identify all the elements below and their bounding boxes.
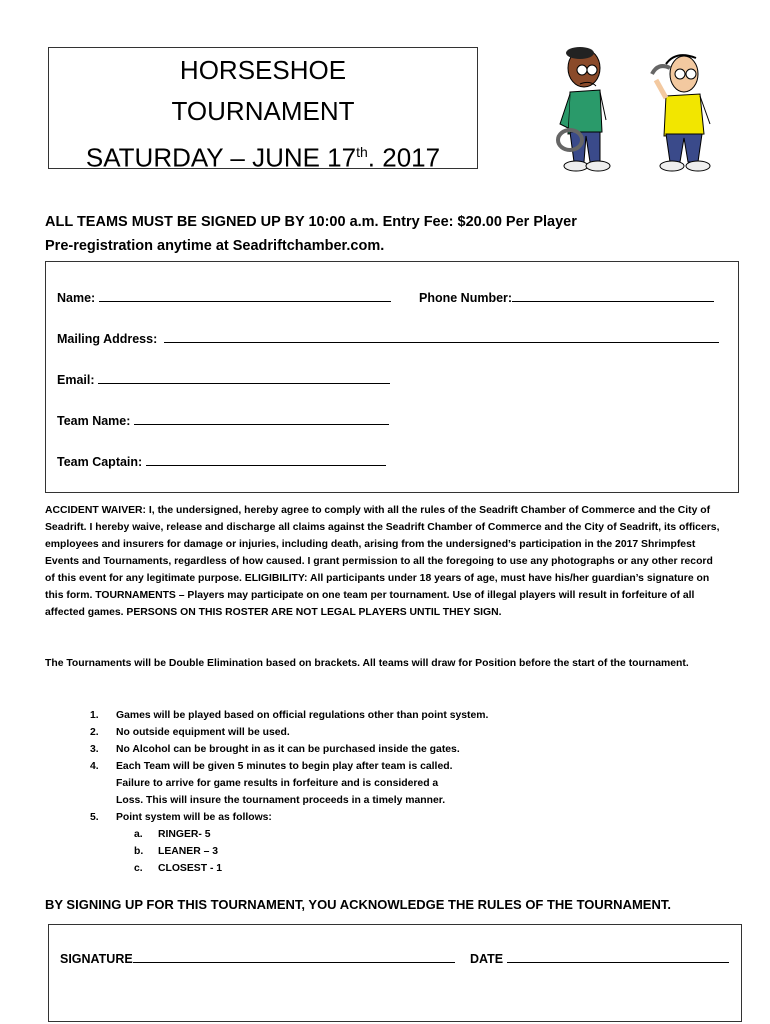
preregistration-note: Pre-registration anytime at Seadriftchamber.com. xyxy=(45,238,385,254)
rule-item: 5. Point system will be as follows: xyxy=(90,812,272,823)
rule-item-continuation: Failure to arrive for game results in forfeiture and is considered a xyxy=(116,778,439,789)
name-field[interactable]: Name: xyxy=(57,289,391,305)
horseshoe-players-illustration xyxy=(546,44,726,174)
title-line-1: HORSESHOE xyxy=(179,55,347,85)
title-line-3: SATURDAY – JUNE 17th. 2017 xyxy=(85,142,441,173)
signature-box xyxy=(48,924,742,1022)
signup-deadline: ALL TEAMS MUST BE SIGNED UP BY 10:00 a.m. Entry Fee: $20.00 Per Player xyxy=(45,214,577,230)
phone-field[interactable]: Phone Number: xyxy=(419,289,714,305)
rules-list xyxy=(90,707,488,877)
entry-form xyxy=(45,261,739,493)
point-system-list xyxy=(108,826,488,877)
signature-field[interactable]: SIGNATURE xyxy=(60,950,455,966)
point-item: c. CLOSEST - 1 xyxy=(134,863,223,874)
rule-item: 1. Games will be played based on official regulations other than point system. xyxy=(90,710,489,721)
point-item: b. LEANER – 3 xyxy=(134,846,219,857)
title-line-2: TOURNAMENT xyxy=(171,96,355,126)
tournament-format: The Tournaments will be Double Elimination based on brackets. All teams will draw for Position before the start of the tournament. xyxy=(45,658,689,669)
player-left-figure xyxy=(558,47,610,171)
date-field[interactable]: DATE xyxy=(470,950,729,966)
rule-item-continuation: Loss. This will insure the tournament proceeds in a timely manner. xyxy=(116,795,446,806)
title-box xyxy=(48,47,478,173)
rule-item: 4. Each Team will be given 5 minutes to begin play after team is called. xyxy=(90,761,453,772)
team-captain-field[interactable]: Team Captain: xyxy=(57,453,386,469)
player-right-figure xyxy=(652,55,710,171)
email-field[interactable]: Email: xyxy=(57,371,390,387)
team-name-field[interactable]: Team Name: xyxy=(57,412,389,428)
rule-item: 2. No outside equipment will be used. xyxy=(90,727,290,738)
accident-waiver: ACCIDENT WAIVER: I, the undersigned, hereby agree to comply with all the rules of the Seadrift Chamber of Commerce and the City of Seadrift. I hereby waive, release and discharge all claims against the Seadrift Chamber of Commerce and the City of Seadrift, its officers, employees and insurers for damage or injuries, including death, arising from the undersigned’s participation in the 2017 Shrimpfest Events and Tournaments, regardless of how caused. I grant permission to all the foregoing to use any photographs or any other record of this event for any legitimate purpose. ELIGIBILITY: All participants under 18 years of age, must have his/her guardian’s signature on this form. TOURNAMENTS – Players may participate on one team per tournament. Use of illegal players will result in forfeiture of all affected games. PERSONS ON THIS ROSTER ARE NOT LEGAL PLAYERS UNTIL THEY SIGN. xyxy=(45,505,720,618)
point-item: a. RINGER- 5 xyxy=(134,829,211,840)
acknowledgement-statement: BY SIGNING UP FOR THIS TOURNAMENT, YOU ACKNOWLEDGE THE RULES OF THE TOURNAMENT. xyxy=(45,897,671,912)
rule-item: 3. No Alcohol can be brought in as it can be purchased inside the gates. xyxy=(90,744,460,755)
mailing-address-field[interactable]: Mailing Address: xyxy=(57,330,719,346)
